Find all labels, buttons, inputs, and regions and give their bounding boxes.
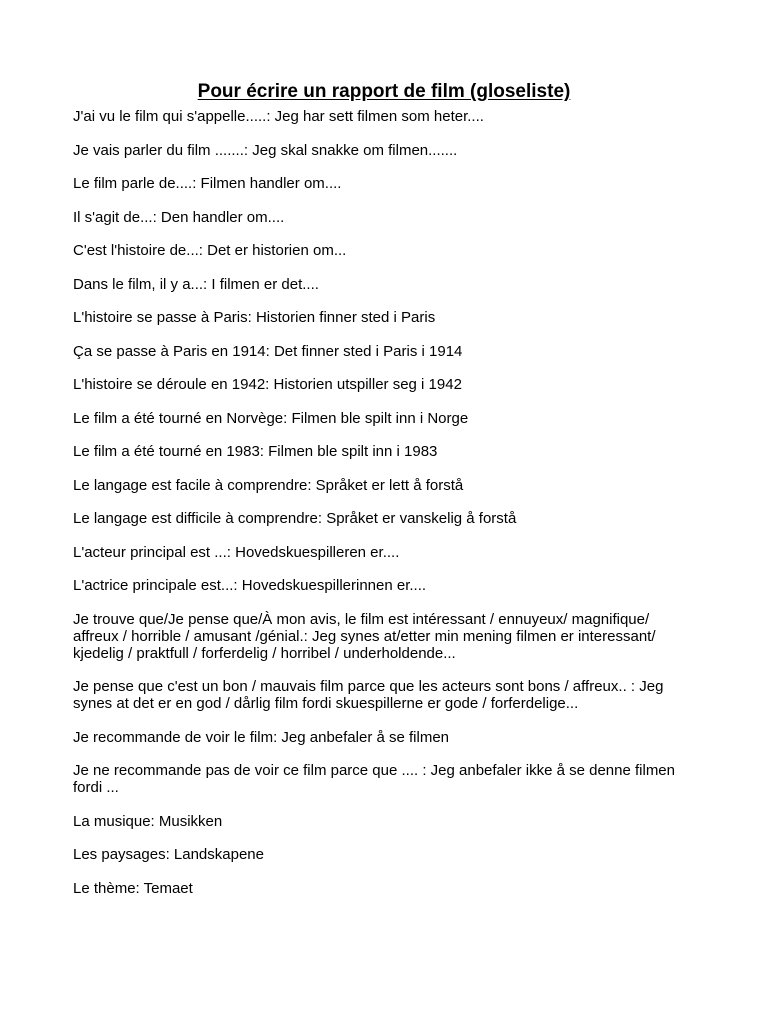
vocabulary-entry: L'histoire se passe à Paris: Historien finner sted i Paris [73, 309, 436, 326]
vocabulary-entry: Le langage est difficile à comprendre: Språket er vanskelig å forstå [73, 510, 517, 527]
vocabulary-entry: Ça se passe à Paris en 1914: Det finner sted i Paris i 1914 [73, 342, 463, 360]
vocabulary-entry: L'actrice principale est...: Hovedskuespillerinnen er.... [73, 577, 427, 594]
vocabulary-entry: Il s'agit de...: Den handler om.... [73, 208, 285, 226]
vocabulary-entry: Je recommande de voir le film: Jeg anbefaler å se filmen [73, 728, 450, 746]
vocabulary-entry: Le film a été tourné en Norvège: Filmen ble spilt inn i Norge [73, 409, 469, 427]
vocabulary-entry: Le film a été tourné en 1983: Filmen ble spilt inn i 1983 [73, 443, 438, 460]
vocabulary-entry: L'histoire se déroule en 1942: Historien utspiller seg i 1942 [73, 376, 462, 393]
vocabulary-entry: La musique: Musikken [73, 812, 223, 830]
vocabulary-entry: Le film parle de....: Filmen handler om.... [73, 175, 342, 192]
vocabulary-entry: Le langage est facile à comprendre: Språket er lett å forstå [73, 476, 464, 494]
vocabulary-entry: Je pense que c'est un bon / mauvais film parce que les acteurs sont bons / affreux.. : Jeg synes at det er en god / dårlig film fordi skuespillerne er gode / forferdelige... [73, 678, 664, 712]
vocabulary-entry: Les paysages: Landskapene [73, 846, 264, 863]
vocabulary-entry: Je trouve que/Je pense que/À mon avis, le film est intéressant / ennuyeux/ magnifique/ affreux / horrible / amusant /génial.: Jeg synes at/etter min mening filmen er interessant/ kjedelig / praktfull / forferdelig / horribel / underholdende... [73, 610, 656, 662]
vocabulary-entry: Je ne recommande pas de voir ce film parce que .... : Jeg anbefaler ikke å se denne filmen fordi ... [73, 762, 675, 796]
vocabulary-entry: Je vais parler du film .......: Jeg skal snakke om filmen....... [73, 141, 458, 159]
vocabulary-entry: Le thème: Temaet [73, 879, 193, 897]
vocabulary-list [73, 108, 698, 913]
vocabulary-entry: L'acteur principal est ...: Hovedskuespilleren er.... [73, 543, 400, 561]
page-title: Pour écrire un rapport de film (gloseliste) [197, 80, 571, 102]
vocabulary-entry: C'est l'histoire de...: Det er historien om... [73, 242, 347, 259]
vocabulary-entry: J'ai vu le film qui s'appelle.....: Jeg har sett filmen som heter.... [73, 108, 484, 125]
vocabulary-entry: Dans le film, il y a...: I filmen er det.... [73, 275, 319, 293]
